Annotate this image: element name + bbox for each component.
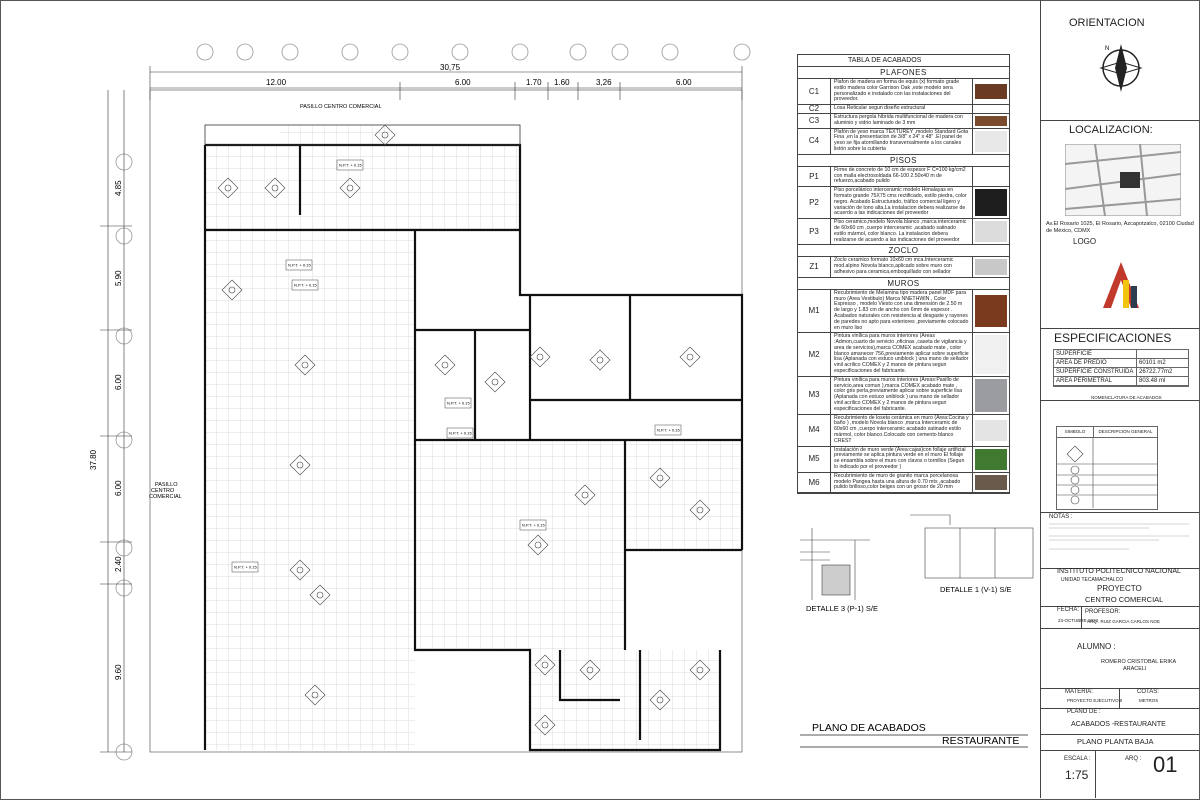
subject-value: PROYECTO EJECUTIVO II — [1067, 698, 1123, 703]
finishes-row — [798, 219, 1009, 245]
spec-row — [1054, 377, 1188, 386]
dim-top-6: 6.00 — [676, 78, 692, 87]
spec-row — [1054, 368, 1188, 377]
finishes-row — [798, 257, 1009, 277]
project-name: CENTRO COMERCIAL — [1085, 595, 1164, 604]
specs-title: ESPECIFICACIONES — [1054, 331, 1172, 345]
finishes-row — [798, 333, 1009, 377]
level-tag — [447, 428, 473, 438]
finish-swatch — [973, 333, 1009, 376]
units-label: COTAS: — [1137, 689, 1159, 695]
finish-swatch — [973, 114, 1009, 128]
spec-key: SUPERFICIE CONSTRUIDA — [1054, 368, 1137, 376]
dim-left-4: 6.00 — [114, 480, 123, 496]
finishes-row — [798, 187, 1009, 219]
dim-top-2: 6.00 — [455, 78, 471, 87]
location-map-icon — [1065, 144, 1181, 216]
finish-description: Instalación de muro verde (Area:cajas)con follaje artificial previamente se aplica pintura verde en el muro El follaje se ensambla sobre el muro con clavos o tornillos (Segun lo indicado por el proveedor ) — [831, 447, 973, 472]
scale-value: 1:75 — [1065, 768, 1089, 782]
spec-value — [1137, 350, 1188, 358]
level-tag — [286, 260, 312, 270]
svg-text:N.P.T. + 0.15: N.P.T. + 0.15 — [522, 522, 545, 528]
finish-swatch — [973, 187, 1009, 218]
finish-code: M1 — [798, 290, 831, 333]
nomenclature-table — [1056, 426, 1158, 510]
finishes-table-title: TABLA DE ACABADOS — [798, 55, 1009, 67]
finish-swatch — [973, 167, 1009, 186]
finishes-row — [798, 79, 1009, 105]
logo-label: LOGO — [1073, 237, 1097, 246]
finish-symbol — [680, 347, 700, 367]
address-text: Av.El Rosario 1025, El Rosario, Azcapotzalco, 02100 Ciudad de México, CDMX — [1046, 221, 1194, 234]
finish-swatch — [973, 415, 1009, 446]
school-logo-icon — [1099, 260, 1143, 316]
project-label: PROYECTO — [1097, 584, 1142, 593]
notes-title: NOTAS : — [1049, 514, 1073, 520]
student-name-2: ARACELI — [1123, 666, 1147, 672]
professor-label: PROFESOR: — [1085, 609, 1121, 615]
finishes-section-header: PISOS — [798, 155, 1009, 167]
finish-code: P3 — [798, 219, 831, 244]
finish-swatch — [973, 129, 1009, 154]
institute-name: INSTITUTO POLITECNICO NACIONAL — [1057, 568, 1181, 575]
finishes-row — [798, 167, 1009, 187]
finishes-section-header: PLAFONES — [798, 67, 1009, 79]
finishes-table — [797, 54, 1010, 494]
finishes-row — [798, 473, 1009, 493]
finish-symbol — [485, 372, 505, 392]
date-label: FECHA: — [1057, 607, 1080, 613]
finish-swatch — [973, 290, 1009, 333]
spec-key: SUPERFICIE — [1054, 350, 1137, 358]
symbol-header: SIMBOLO — [1057, 427, 1094, 437]
finishes-section-header: MUROS — [798, 278, 1009, 290]
notes-box — [1041, 512, 1199, 569]
svg-text:N.P.T. + 0.15: N.P.T. + 0.15 — [294, 282, 317, 288]
finish-description: Plafón de yeso marca TEXTUREY ,modelo Standard Gota Fina ,en la presentacion de 3/8" x 24" x 48" .El panel de yeso se fija atornillando transversalmente a los canales listón sobre la cubierta — [831, 129, 973, 154]
plan-of-value: ACABADOS -RESTAURANTE — [1071, 721, 1166, 728]
units-value: METROS — [1139, 698, 1159, 703]
subject-label: MATERIA: — [1065, 689, 1093, 695]
detail-1-label: DETALLE 1 (V-1) S/E — [940, 585, 1012, 594]
svg-text:PASILLO: PASILLO — [155, 482, 178, 488]
svg-text:N: N — [1105, 46, 1110, 52]
finish-code: C1 — [798, 79, 831, 104]
pasillo-top-label: PASILLO CENTRO COMERCIAL — [300, 104, 382, 110]
grid-axis-circle — [512, 44, 528, 60]
finish-description: Pintura vinílica para muros interiores (Areas :Admon,cuarto de servicio ,oficinas ,caseta de vigilancia y area de servicios),marca COMEX acabado mate , color blanco amanecer 756,previamente aplicar sobre superficie lisa (Aplanada con estuco uniblock ) una mano de sellador vinil acrilico COMEX y 2 manos de pintura segun especificaciones del fabricante. — [831, 333, 973, 376]
sheet-number-label: ARQ : — [1125, 756, 1142, 762]
spec-value: 26722.77m2 — [1139, 369, 1173, 375]
finish-code: P2 — [798, 187, 831, 218]
detail-3-label: DETALLE 3 (P-1) S/E — [806, 604, 878, 613]
grid-axis-circle — [392, 44, 408, 60]
grid-axis-circle — [734, 44, 750, 60]
grid-axis-circle — [662, 44, 678, 60]
detail-1-drawing — [910, 515, 1033, 578]
finishes-row — [798, 129, 1009, 155]
description-header: DESCRIPCION GENERAL — [1098, 429, 1153, 434]
orientation-label: ORIENTACION — [1069, 17, 1145, 29]
svg-text:N.P.T. + 0.15: N.P.T. + 0.15 — [234, 564, 257, 570]
plan-level-box — [1041, 734, 1199, 751]
finish-code: C4 — [798, 129, 831, 154]
dim-left-3: 6.00 — [114, 374, 123, 390]
student-name-1: ROMERO CRISTOBAL ERIKA — [1101, 659, 1177, 665]
spec-row — [1054, 359, 1188, 368]
grid-axis-circle — [570, 44, 586, 60]
dim-left-1: 4.85 — [114, 180, 123, 196]
grid-axis-circle — [282, 44, 298, 60]
location-label: LOCALIZACION: — [1069, 124, 1153, 136]
student-box — [1041, 628, 1199, 689]
north-arrow-icon — [1097, 40, 1145, 92]
date-value: 23-OCTUBRE-2023 — [1058, 618, 1099, 623]
dim-top-1: 12.00 — [266, 78, 287, 87]
dim-top-3: 1.70 — [526, 78, 542, 87]
svg-text:N.P.T. + 0.15: N.P.T. + 0.15 — [449, 430, 472, 436]
finish-description: Losa Reticular segun diseño estructural — [831, 105, 973, 113]
dim-left-6: 9.60 — [114, 664, 123, 680]
finish-code: P1 — [798, 167, 831, 186]
finishes-row — [798, 114, 1009, 129]
finish-description: Pintura vinílica para muros interiores (Areas:Pasillo de servicio,area comun ),marca COMEX acabado mate , color gris perla,previamente aplicar sobre superficie lisa (Aplanada con estuco uniblock ) una mano de sellador vinil acrilico COMEX y 2 manos de pintura segun especificaciones del fabricante. — [831, 377, 973, 414]
title-block — [1040, 0, 1199, 798]
spec-row — [1054, 350, 1188, 359]
finish-description: Recubrimiento de muro de granito marca porcelanosa modelo Pangea hasta una altura de 0.70 mts ,acabado pulido brilloso,color beiges con un grosor de 20 mm — [831, 473, 973, 492]
plan-level-value: PLANO PLANTA BAJA — [1077, 737, 1154, 746]
dim-top-5: 3,26 — [596, 78, 612, 87]
finishes-row — [798, 290, 1009, 334]
level-tag — [655, 425, 681, 435]
dim-left-5: 2.40 — [114, 556, 123, 572]
nomenclature-symbols — [1057, 438, 1157, 508]
notes-text-lines — [1049, 522, 1193, 562]
institute-box — [1041, 568, 1199, 607]
finish-swatch — [973, 473, 1009, 492]
finish-swatch — [973, 377, 1009, 414]
finish-symbol — [590, 350, 610, 370]
dim-top-total: 30,75 — [440, 63, 461, 72]
date-professor-box — [1041, 606, 1199, 629]
finishes-row — [798, 415, 1009, 447]
grid-axis-circle — [452, 44, 468, 60]
finishes-section-header: ZOCLO — [798, 245, 1009, 257]
svg-text:COMERCIAL: COMERCIAL — [149, 494, 182, 500]
finish-description: Plafon de madera en forma de equis (x) formato grade estilo madera color Garrison Oak ,este modelo sera personalizado e instalado con las instalaciones del proveedor. — [831, 79, 973, 104]
specs-box — [1041, 328, 1199, 401]
spec-key: AREA DE PREDIO — [1054, 359, 1137, 367]
sheet-number: 01 — [1153, 752, 1178, 777]
finish-code: M5 — [798, 447, 831, 472]
finish-code: M6 — [798, 473, 831, 492]
plan-title: PLANO DE ACABADOS — [812, 722, 926, 734]
finish-swatch — [973, 105, 1009, 113]
location-box — [1041, 120, 1199, 329]
finish-code: C2 — [798, 105, 831, 113]
spec-value: 60101 m2 — [1139, 360, 1166, 366]
finish-code: M2 — [798, 333, 831, 376]
svg-text:N.P.T. + 0.15: N.P.T. + 0.15 — [339, 162, 362, 168]
grid-axis-circle — [342, 44, 358, 60]
finish-description: Recubrimiento de loseta cerámica en muro (Area:Cocina y baño ) ,modelo Novola blanco ,marca Interceramic de 60x60 cm ,cuerpo interceramic acabado satinado estilo mármol, color blanco.Colocado con cemento blanco CREST — [831, 415, 973, 446]
scale-label: ESCALA : — [1064, 756, 1091, 762]
dim-left-total: 37.80 — [89, 449, 98, 470]
finish-description: Firme de concreto de 10 cm de espesor F´C=100 kg/cm2 con malla electrosoldada 66-100 2.50x40 m de refuerzo,acabado pulido — [831, 167, 973, 186]
finishes-row — [798, 377, 1009, 415]
finish-description: Piso ceramico,modelo Novola blanco ,marca interceramic de 60x60 cm ,cuerpo interceramic ,acabado satinado estilo mármol, color blanco. La instalacion debera realizarse de acuerdo a las indicaciones del proveedor — [831, 219, 973, 244]
level-tag — [292, 280, 318, 290]
student-label: ALUMNO : — [1077, 642, 1116, 651]
plan-of-box — [1041, 708, 1199, 735]
finish-symbol — [435, 355, 455, 375]
spec-key: AREA PERIMETRAL — [1054, 377, 1137, 385]
finish-swatch — [973, 219, 1009, 244]
finish-code: Z1 — [798, 257, 831, 276]
orientation-box — [1041, 0, 1199, 121]
pasillo-left-label — [149, 482, 182, 500]
plan-subtitle: RESTAURANTE — [942, 735, 1020, 747]
level-tag — [445, 398, 471, 408]
spec-value: 803.48 ml — [1139, 378, 1166, 384]
level-tag — [520, 520, 546, 530]
svg-text:N.P.T. + 0.15: N.P.T. + 0.15 — [657, 427, 680, 433]
grid-axis-circle — [612, 44, 628, 60]
finish-description: Zoclo ceramico formato 10x60 cm mca.Interceramic mod.alpino Novola blanco,aplicado sobre muro con adhesivo para ceramica,emboquillado con sellador — [831, 257, 973, 276]
finish-description: Piso porcelánico interceramic modelo Himalayas en formato grande 75X75 cms rectificado, estilo piedra, color negro. Acabado Estructurado, tráfico comercial ligero y variación de tono alta.La instalacion debera realizarse de acuerdo a las indicaciones del proveedor — [831, 187, 973, 218]
svg-text:CENTRO: CENTRO — [151, 488, 175, 494]
nomenclature-box — [1041, 395, 1199, 513]
detail-3-drawing — [800, 528, 870, 600]
finish-swatch — [973, 79, 1009, 104]
finishes-row — [798, 447, 1009, 473]
finish-swatch — [973, 257, 1009, 276]
finish-description: Estructura pergola híbrida multifuncional de madera con aluminio y vidrio laminado de 3 mm — [831, 114, 973, 128]
subject-box — [1041, 688, 1199, 709]
finish-code: M3 — [798, 377, 831, 414]
level-tag — [232, 562, 258, 572]
grid-axis-circle — [237, 44, 253, 60]
scale-box — [1041, 750, 1199, 798]
institute-unit: UNIDAD TECAMACHALCO — [1061, 577, 1124, 583]
finish-symbol — [530, 347, 550, 367]
finishes-row — [798, 105, 1009, 114]
svg-text:N.P.T. + 0.15: N.P.T. + 0.15 — [288, 262, 311, 268]
level-tag — [337, 160, 363, 170]
finish-code: M4 — [798, 415, 831, 446]
svg-text:N.P.T. + 0.15: N.P.T. + 0.15 — [447, 400, 470, 406]
finish-swatch — [973, 447, 1009, 472]
plan-of-label: PLANO DE : — [1067, 709, 1101, 715]
professor-name: ARQ . RUIZ GARCIA CARLOS NOE — [1087, 619, 1161, 624]
nomenclature-title: NOMENCLATURA DE ACABADOS — [1091, 395, 1162, 400]
finish-description: Recubrimiento de Melamina tipo madera panel MDF para muro (Area Vestibulo) Marca NNETHWIN , Color Espresso , modelo Viesto con una dimensión de 2.50 m de largo y 1.83 cm de ancho con 6mm de espesor . Acabados naturales con resistencia al desgaste y rayones de paredes no apto para exteriores ,previamente colocado en muro liso — [831, 290, 973, 333]
dim-left-2: 5.90 — [114, 270, 123, 286]
grid-axis-circle — [197, 44, 213, 60]
finish-code: C3 — [798, 114, 831, 128]
dim-top-4: 1.60 — [554, 78, 570, 87]
